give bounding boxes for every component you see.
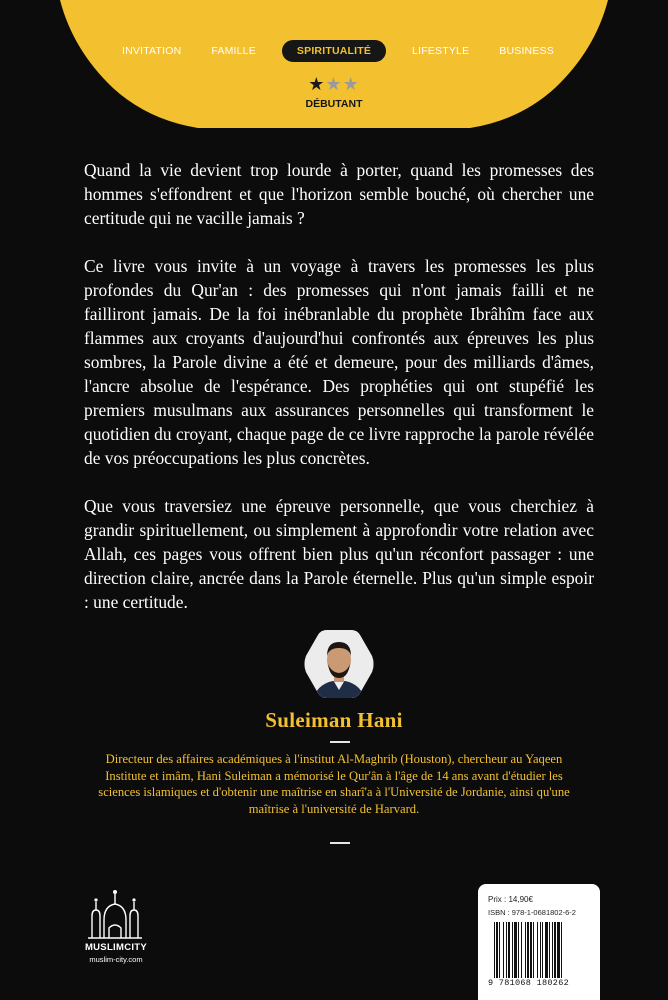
divider bbox=[330, 741, 350, 743]
nav-item-invitation[interactable]: INVITATION bbox=[122, 45, 182, 57]
price-label: Prix : 14,90€ bbox=[488, 895, 533, 904]
nav-item-spiritualite[interactable]: SPIRITUALITÉ bbox=[282, 40, 386, 62]
divider bbox=[330, 842, 350, 844]
star-empty-icon: ★ bbox=[342, 74, 360, 95]
author-name: Suleiman Hani bbox=[265, 708, 403, 732]
star-empty-icon: ★ bbox=[325, 74, 343, 95]
star-filled-icon: ★ bbox=[308, 74, 326, 95]
blurb-paragraph: Quand la vie devient trop lourde à porter, quand les promesses des hommes s'effondrent et que l'horizon semble bouché, où chercher une certitude qui ne vacille jamais ? bbox=[84, 160, 594, 228]
difficulty-level: DÉBUTANT bbox=[305, 98, 363, 110]
difficulty-rating bbox=[0, 76, 668, 94]
blurb-paragraph: Que vous traversiez une épreuve personnelle, que vous cherchiez à grandir spirituellement, ou simplement à approfondir votre relation avec Allah, ces pages vous offrent bien plus qu'un réconfort passager : une direction claire, ancrée dans la Parole éternelle. Plus qu'un simple espoir : une certitude. bbox=[84, 496, 594, 612]
author-avatar bbox=[303, 628, 375, 700]
header-tab-shape bbox=[0, 0, 668, 135]
barcode-panel bbox=[478, 884, 600, 1000]
nav-item-business[interactable]: BUSINESS bbox=[499, 45, 554, 57]
blurb-paragraph: Ce livre vous invite à un voyage à travers les promesses les plus profondes du Qur'an : des promesses qui n'ont jamais failli et ne failliront jamais. De la foi inébranlable du prophète Ibrâhîm face aux flammes aux croyants d'aujourd'hui confrontés aux épreuves les plus sombres, la Parole divine a été et demeure, pour des milliards d'âmes, l'ancre absolue de l'espérance. Des prophéties qui ont stupéfié les premiers musulmans aux assurances personnelles qui transforment le quotidien du croyant, chaque page de ce livre rapproche la parole révélée de vos préoccupations les plus concrètes. bbox=[84, 256, 594, 468]
barcode-icon bbox=[492, 922, 592, 978]
publisher-url[interactable]: muslim-city.com bbox=[89, 955, 143, 964]
category-nav bbox=[118, 38, 558, 64]
isbn-label: ISBN : 978-1-0681802-6-2 bbox=[488, 908, 576, 917]
nav-item-famille[interactable]: FAMILLE bbox=[211, 45, 256, 57]
barcode-digits: 9 781068 180262 bbox=[488, 978, 570, 988]
publisher-brand: MUSLIMCITY bbox=[84, 942, 148, 953]
back-cover-blurb bbox=[84, 158, 594, 638]
author-bio: Directeur des affaires académiques à l'institut Al-Maghrib (Houston), chercheur au Yaqeen Institute et imâm, Hani Suleiman a mémorisé le Qur'ân à l'âge de 14 ans avant d'étudier les sciences islamiques et d'obtenir une maîtrise en sharî'a à l'Université de Jordanie, ainsi qu'une maîtrise à l'université de Harvard. bbox=[98, 752, 570, 816]
nav-item-lifestyle[interactable]: LIFESTYLE bbox=[412, 45, 470, 57]
